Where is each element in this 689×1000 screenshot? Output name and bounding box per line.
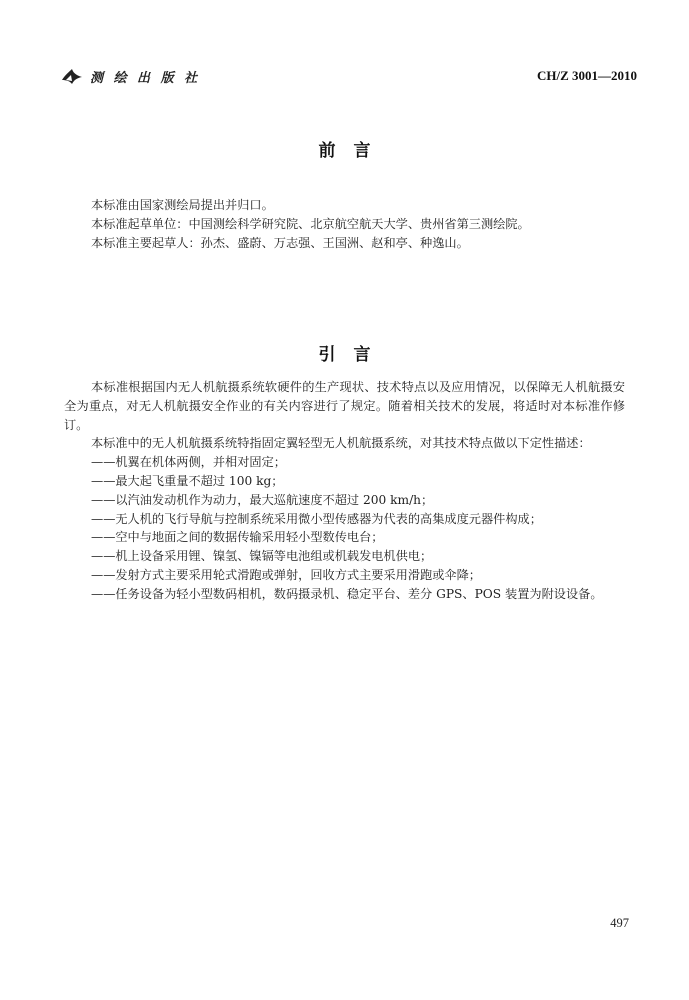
list-item: ——机上设备采用锂、镍氢、镍镉等电池组或机载发电机供电；: [91, 549, 433, 564]
foreword-paragraph: 本标准起草单位：中国测绘科学研究院、北京航空航天大学、贵州省第三测绘院。: [91, 216, 530, 231]
list-item: ——空中与地面之间的数据传输采用轻小型数传电台；: [91, 530, 384, 545]
list-item: ——发射方式主要采用轮式滑跑或弹射，回收方式主要采用滑跑或伞降；: [91, 567, 481, 582]
list-item: ——最大起飞重量不超过 100 kg；: [91, 473, 284, 488]
list-item: ——任务设备为轻小型数码相机，数码摄录机、稳定平台、差分 GPS、POS 装置为附设设备。: [91, 586, 603, 601]
foreword-title: 前言: [318, 141, 389, 161]
publisher-name: 测 绘 出 版 社: [90, 70, 201, 86]
introduction-title: 引言: [318, 345, 389, 365]
introduction-paragraph: 本标准根据国内无人机航摄系统软硬件的生产现状、技术特点以及应用情况，以保障无人机航摄安全为重点，对无人机航摄安全作业的有关内容进行了规定。随着相关技术的发展，将适时对本标准作修订。: [64, 380, 625, 432]
foreword-body: [91, 196, 625, 252]
publisher-mark: [60, 66, 200, 86]
foreword-paragraph: 本标准主要起草人：孙杰、盛蔚、万志强、王国洲、赵和亭、种逸山。: [91, 235, 469, 250]
list-item: ——以汽油发动机作为动力，最大巡航速度不超过 200 km/h；: [91, 492, 434, 507]
introduction-body: [64, 378, 625, 604]
page-header: [60, 66, 637, 88]
list-item: ——机翼在机体两侧，并相对固定；: [91, 455, 286, 470]
list-item: ——无人机的飞行导航与控制系统采用微小型传感器为代表的高集成度元器件构成；: [91, 511, 542, 526]
foreword-paragraph: 本标准由国家测绘局提出并归口。: [91, 198, 274, 212]
publisher-logo-icon: [60, 66, 84, 86]
standard-code: CH/Z 3001—2010: [536, 68, 637, 83]
page-number: 497: [610, 916, 629, 930]
introduction-paragraph: 本标准中的无人机航摄系统特指固定翼轻型无人机航摄系统，对其技术特点做以下定性描述：: [91, 436, 591, 451]
